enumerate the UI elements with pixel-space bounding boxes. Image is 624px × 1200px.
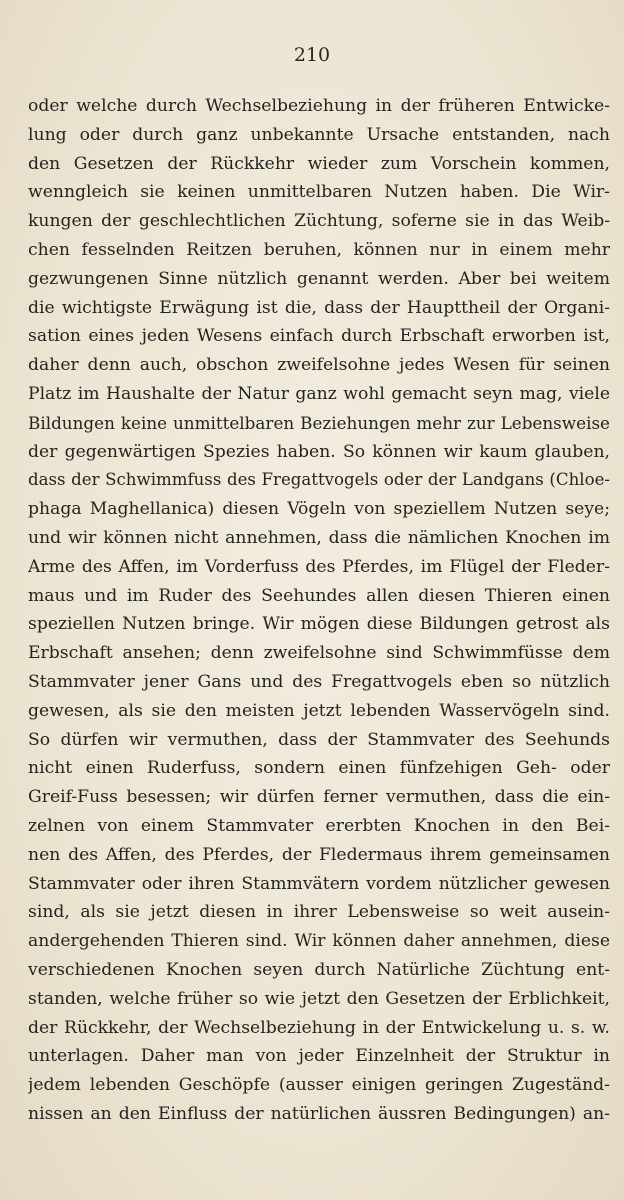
text-line: jedem lebenden Geschöpfe (ausser einigen geringen Zugeständ- — [28, 1075, 610, 1096]
text-line: chen fesselnden Reitzen beruhen, können nur in einem mehr — [28, 239, 610, 260]
text-line: Arme des Affen, im Vorderfuss des Pferdes, im Flügel der Fleder- — [28, 556, 610, 577]
text-line: zelnen von einem Stammvater ererbten Knochen in den Bei- — [28, 815, 610, 836]
text-line: sind, als sie jetzt diesen in ihrer Lebensweise so weit ausein- — [28, 902, 610, 923]
text-line: Stammvater jener Gans und des Fregattvogels eben so nützlich — [28, 671, 610, 692]
text-line: speziellen Nutzen bringe. Wir mögen diese Bildungen getrost als — [28, 614, 610, 635]
body-text — [28, 92, 610, 1129]
text-line: maus und im Ruder des Seehundes allen diesen Thieren einen — [28, 585, 610, 606]
text-line: standen, welche früher so wie jetzt den Gesetzen der Erblichkeit, — [28, 988, 610, 1009]
text-line: nicht einen Ruderfuss, sondern einen fünfzehigen Geh- oder — [28, 758, 610, 779]
text-line: den Gesetzen der Rückkehr wieder zum Vorschein kommen, — [28, 153, 610, 174]
text-line: lung oder durch ganz unbekannte Ursache entstanden, nach — [28, 124, 610, 145]
text-line: Bildungen keine unmittelbaren Beziehungen mehr zur Lebensweise — [28, 412, 610, 433]
text-line: oder welche durch Wechselbeziehung in der früheren Entwicke- — [28, 96, 610, 116]
text-line: sation eines jeden Wesens einfach durch Erbschaft erworben ist, — [28, 326, 610, 347]
text-line: So dürfen wir vermuthen, dass der Stammvater des Seehunds — [28, 729, 610, 750]
text-line: gezwungenen Sinne nützlich genannt werden. Aber bei weitem — [28, 268, 610, 289]
text-line: andergehenden Thieren sind. Wir können daher annehmen, diese — [28, 931, 610, 952]
text-line: die wichtigste Erwägung ist die, dass der Haupttheil der Organi- — [28, 297, 610, 318]
text-line: Erbschaft ansehen; denn zweifelsohne sind Schwimmfüsse dem — [28, 643, 610, 664]
text-line: der Rückkehr, der Wechselbeziehung in der Entwickelung u. s. w. — [28, 1017, 610, 1038]
text-line: daher denn auch, obschon zweifelsohne jedes Wesen für seinen — [28, 355, 610, 376]
text-line: kungen der geschlechtlichen Züchtung, soferne sie in das Weib- — [28, 211, 610, 232]
text-line: dass der Schwimmfuss des Fregattvogels oder der Landgans (Chloe- — [28, 470, 610, 490]
text-line: phaga Maghellanica) diesen Vögeln von speziellem Nutzen seye; — [28, 499, 610, 520]
text-line: und wir können nicht annehmen, dass die nämlichen Knochen im — [28, 527, 610, 548]
text-line: Stammvater oder ihren Stammvätern vordem nützlicher gewesen — [28, 873, 610, 894]
text-line: nissen an den Einfluss der natürlichen äussren Bedingungen) an- — [28, 1103, 610, 1124]
text-line: verschiedenen Knochen seyen durch Natürliche Züchtung ent- — [28, 959, 610, 980]
text-line: Platz im Haushalte der Natur ganz wohl gemacht seyn mag, viele — [28, 383, 610, 404]
page-number: 210 — [293, 44, 331, 66]
text-line: gewesen, als sie den meisten jetzt lebenden Wasservögeln sind. — [28, 700, 610, 721]
text-line: Greif-Fuss besessen; wir dürfen ferner vermuthen, dass die ein- — [28, 787, 610, 808]
text-line: der gegenwärtigen Spezies haben. So können wir kaum glauben, — [28, 441, 610, 462]
text-line: wenngleich sie keinen unmittelbaren Nutzen haben. Die Wir- — [28, 182, 610, 203]
text-line: unterlagen. Daher man von jeder Einzelnheit der Struktur in — [28, 1046, 610, 1067]
text-line: nen des Affen, des Pferdes, der Fledermaus ihrem gemeinsamen — [28, 844, 610, 865]
